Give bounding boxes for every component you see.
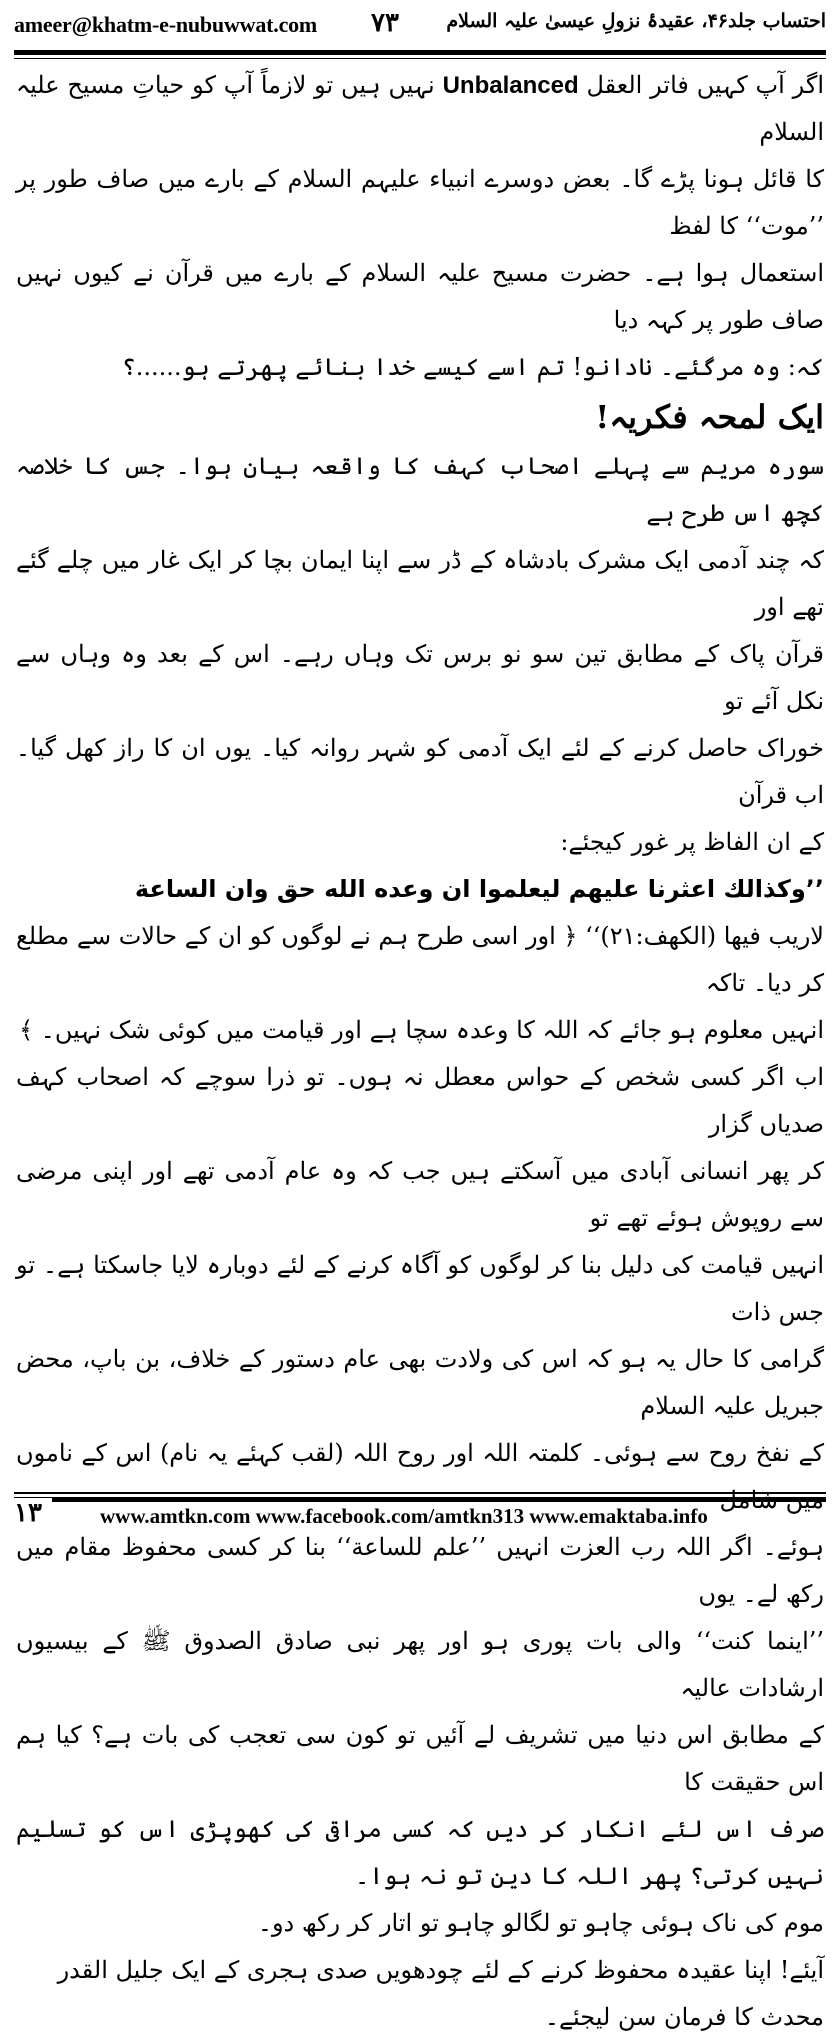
footer-page-number: ۱۳ [14, 1498, 52, 1528]
body-line: کر پھر انسانی آبادی میں آسکتے ہیں جب کہ وہ عام آدمی تھے اور اپنی مرضی سے روپوش ہوئے تھے تو [16, 1157, 824, 1232]
body-line: صرف اس لئے انکار کر دیں کہ کسی مراقی کی کھوپڑی اس کو تسلیم نہیں کرتی؟ پھر اللہ کا دین تو نہ ہوا۔ [16, 1815, 824, 1890]
section-heading: ایک لمحہ فکریہ! [595, 398, 824, 436]
body-line: محدث کا فرمان سن لیجئے۔ [544, 2003, 824, 2031]
body-line: انہیں قیامت کی دلیل بنا کر لوگوں کو آگاہ کرنے کے لئے دوبارہ لایا جاسکتا ہے۔ تو جس ذات [16, 1251, 824, 1326]
body-line: کا قائل ہونا پڑے گا۔ بعض دوسرے انبیاء علیہم السلام کے بارے میں صاف طور پر ’’موت‘‘ کا لفظ [16, 165, 824, 240]
page-header [14, 8, 826, 48]
body-line: سورہ مریم سے پہلے اصحاب کہف کا واقعہ بیان ہوا۔ جس کا خلاصہ کچھ اس طرح ہے [16, 452, 824, 527]
body-line: استعمال ہوا ہے۔ حضرت مسیح علیہ السلام کے بارے میں قرآن نے کیوں نہیں صاف طور پر کہہ دیا [16, 259, 824, 334]
header-page-number: ۷۳ [371, 8, 399, 38]
body-line: ہوئے۔ اگر اللہ رب العزت انہیں ’’علم للساعة‘‘ بنا کر کسی محفوظ مقام میں رکھ لے۔ یوں [16, 1533, 825, 1608]
footer-rule-thin [14, 1492, 826, 1494]
footer-websites: www.amtkn.com www.facebook.com/amtkn313 www.emaktaba.info [100, 1504, 708, 1528]
body-line: ’’اینما کنت‘‘ والی بات پوری ہو اور پھر نبی صادق الصدوق ﷺ کے بیسیوں ارشادات عالیہ [16, 1627, 824, 1702]
footer-rule-thick [14, 1497, 826, 1502]
running-title: احتساب جلد۴۶، عقیدۂ نزولِ عیسیٰ علیہ السلام [446, 10, 826, 32]
header-rule-thin [14, 58, 826, 59]
header-email: ameer@khatm-e-nubuwwat.com [14, 12, 318, 37]
body-line: اب اگر کسی شخص کے حواس معطل نہ ہوں۔ تو ذرا سوچے کہ اصحاب کہف صدیاں گزار [16, 1063, 824, 1138]
body-line: کے ان الفاظ پر غور کیجئے: [560, 828, 824, 856]
body-line: گرامی کا حال یہ ہو کہ اس کی ولادت بھی عام دستور کے خلاف، بن باپ، محض جبریل علیہ السلام [16, 1345, 824, 1420]
body-line: اگر آپ کہیں فاتر العقل Unbalanced نہیں ہیں تو لازماً آپ کو حیاتِ مسیح علیہ السلام [16, 71, 824, 146]
body-line: کے مطابق اس دنیا میں تشریف لے آئیں تو کون سی تعجب کی بات ہے؟ کیا ہم اس حقیقت کا [16, 1721, 824, 1796]
body-line: آیئے! اپنا عقیدہ محفوظ کرنے کے لئے چودھویں صدی ہجری کے ایک جلیل القدر [57, 1956, 824, 1984]
body-line: خوراک حاصل کرنے کے لئے ایک آدمی کو شہر روانہ کیا۔ یوں ان کا راز کھل گیا۔ اب قرآن [16, 734, 824, 809]
page-footer [14, 1490, 826, 1534]
body-line: کہ: وہ مرگئے۔ نادانو! تم اسے کیسے خدا بنائے پھرتے ہو......؟ [121, 353, 824, 381]
body-line: کے نفخ روح سے ہوئی۔ کلمتہ اللہ اور روح اللہ (لقب کہئے یہ نام) اس کے ناموں [16, 1439, 824, 1467]
body-line: قرآن پاک کے مطابق تین سو نو برس تک وہاں رہے۔ اس کے بعد وہ وہاں سے نکل آئے تو [16, 640, 824, 715]
quran-quote-ref: لاریب فیها (الکهف:۲۱)‘‘ ﴿ اور اسی طرح ہم نے لوگوں کو ان کے حالات سے مطلع کر دیا۔ تاکہ [16, 922, 824, 997]
page-body [16, 62, 824, 2041]
quran-quote: ’’وکذالك اعثرنا علیهم لیعلموا ان وعده الله حق وان الساعة [134, 875, 824, 903]
header-rule-thick [14, 50, 826, 55]
quote-translation: انہیں معلوم ہو جائے کہ اللہ کا وعدہ سچا ہے اور قیامت میں کوئی شک نہیں۔ ﴾ [19, 1016, 824, 1044]
body-line: موم کی ناک ہوئی چاہو تو لگالو چاہو تو اتار کر رکھ دو۔ [257, 1909, 824, 1937]
body-line: کہ چند آدمی ایک مشرک بادشاہ کے ڈر سے اپنا ایمان بچا کر ایک غار میں چلے گئے تھے اور [16, 546, 824, 621]
